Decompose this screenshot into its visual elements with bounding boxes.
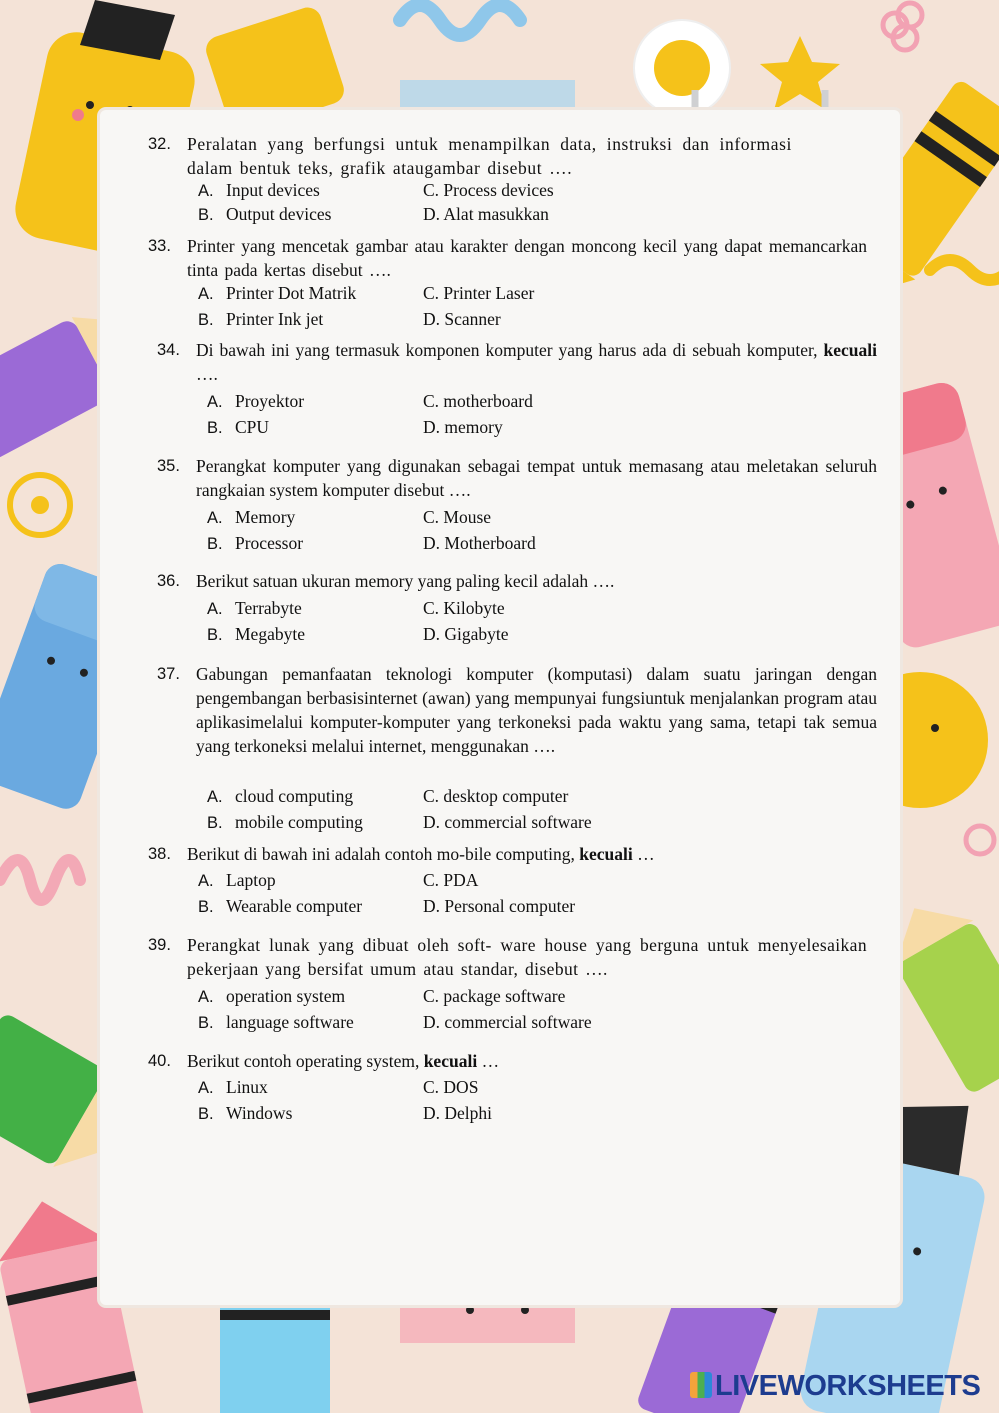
option-d[interactable]: D. Personal computer [423,896,576,916]
option-d[interactable]: D. Delphi [423,1103,493,1123]
option-a[interactable]: A. Printer Dot Matrik [198,283,357,303]
option-a[interactable]: A. Proyektor [207,391,305,411]
option-c[interactable]: C. motherboard [423,391,533,411]
option-a[interactable]: A. Memory [207,507,296,527]
daisy-icon [634,20,730,116]
question-stem: Gabungan pemanfaatan teknologi komputer (komputasi) dalam suatu jaringan dengan pengembangan berbasisinternet (awan) yang mempunyai fungsiuntuk menjalankan program atau aplikasimelalui komputer-komputer yang terkoneksi pada waktu yang sama, tetapi tak semua yang terkoneksi melalui internet, menggunakan …. [196,664,877,756]
option-b[interactable]: B. Printer Ink jet [198,309,324,329]
option-b[interactable]: B. Output devices [198,204,332,224]
question-number: 36. [157,572,180,590]
question-number: 34. [157,341,180,359]
question-stem: Peralatan yang berfungsi untuk menampilkan data, instruksi dan informasi dalam bentuk teks, grafik ataugambar disebut …. [187,134,792,178]
option-c[interactable]: C. Process devices [423,180,554,200]
yellow-squiggle-decoration [930,260,999,280]
liveworksheets-logo[interactable]: LIVEWORKSHEETS [690,1370,980,1403]
option-c[interactable]: C. Mouse [423,507,492,527]
option-a[interactable]: A. Laptop [198,870,276,890]
option-c[interactable]: C. Kilobyte [423,598,505,618]
option-c[interactable]: C. Printer Laser [423,283,535,303]
question-number: 37. [157,665,180,683]
question-number: 38. [148,845,171,863]
option-a[interactable]: A. Input devices [198,180,320,200]
question-stem: Di bawah ini yang termasuk komponen komputer yang harus ada di sebuah komputer, kecuali …. [196,340,877,384]
option-d[interactable]: D. Gigabyte [423,624,509,644]
question-stem: Perangkat lunak yang dibuat oleh soft- ware house yang berguna untuk menyelesaikan pekerjaan yang bersifat umum atau standar, disebut …. [187,935,867,979]
question-stem: Berikut contoh operating system, kecuali … [187,1051,500,1071]
pink-flower-icon [883,3,922,50]
option-b[interactable]: B. Processor [207,533,304,553]
option-d[interactable]: D. Motherboard [423,533,536,553]
option-b[interactable]: B. Windows [198,1103,293,1123]
question-number: 32. [148,135,171,153]
question-stem: Berikut satuan ukuran memory yang paling kecil adalah …. [196,571,615,591]
question-number: 39. [148,936,171,954]
option-a[interactable]: A. Terrabyte [207,598,302,618]
option-d[interactable]: D. Scanner [423,309,501,329]
option-a[interactable]: A. operation system [198,986,346,1006]
option-d[interactable]: D. Alat masukkan [423,204,549,224]
question-stem: Berikut di bawah ini adalah contoh mo-bile computing, kecuali … [187,844,655,864]
live-badge-icon [690,1372,712,1398]
question-stem: Printer yang mencetak gambar atau karakter dengan moncong kecil yang dapat memancarkan tinta pada kertas disebut …. [187,236,867,280]
option-b[interactable]: B. CPU [207,417,270,437]
question-stem: Perangkat komputer yang digunakan sebagai tempat untuk memasang atau meletakan seluruh rangkaian system komputer disebut …. [196,456,877,500]
option-b[interactable]: B. mobile computing [207,812,363,832]
option-b[interactable]: B. language software [198,1012,354,1032]
option-c[interactable]: C. desktop computer [423,786,569,806]
option-c[interactable]: C. DOS [423,1077,479,1097]
question-number: 35. [157,457,180,475]
option-b[interactable]: B. Megabyte [207,624,305,644]
option-d[interactable]: D. commercial software [423,1012,592,1032]
pink-squiggle-decoration [0,860,80,900]
question-number: 33. [148,237,171,255]
option-b[interactable]: B. Wearable computer [198,896,363,916]
option-a[interactable]: A. cloud computing [207,786,354,806]
option-c[interactable]: C. PDA [423,870,479,890]
question-number: 40. [148,1052,171,1070]
option-c[interactable]: C. package software [423,986,566,1006]
option-d[interactable]: D. commercial software [423,812,592,832]
blue-squiggle-decoration [400,5,520,35]
option-a[interactable]: A. Linux [198,1077,268,1097]
pink-flower-icon-right [966,826,994,854]
yellow-flower-icon [10,475,70,535]
option-d[interactable]: D. memory [423,417,503,437]
